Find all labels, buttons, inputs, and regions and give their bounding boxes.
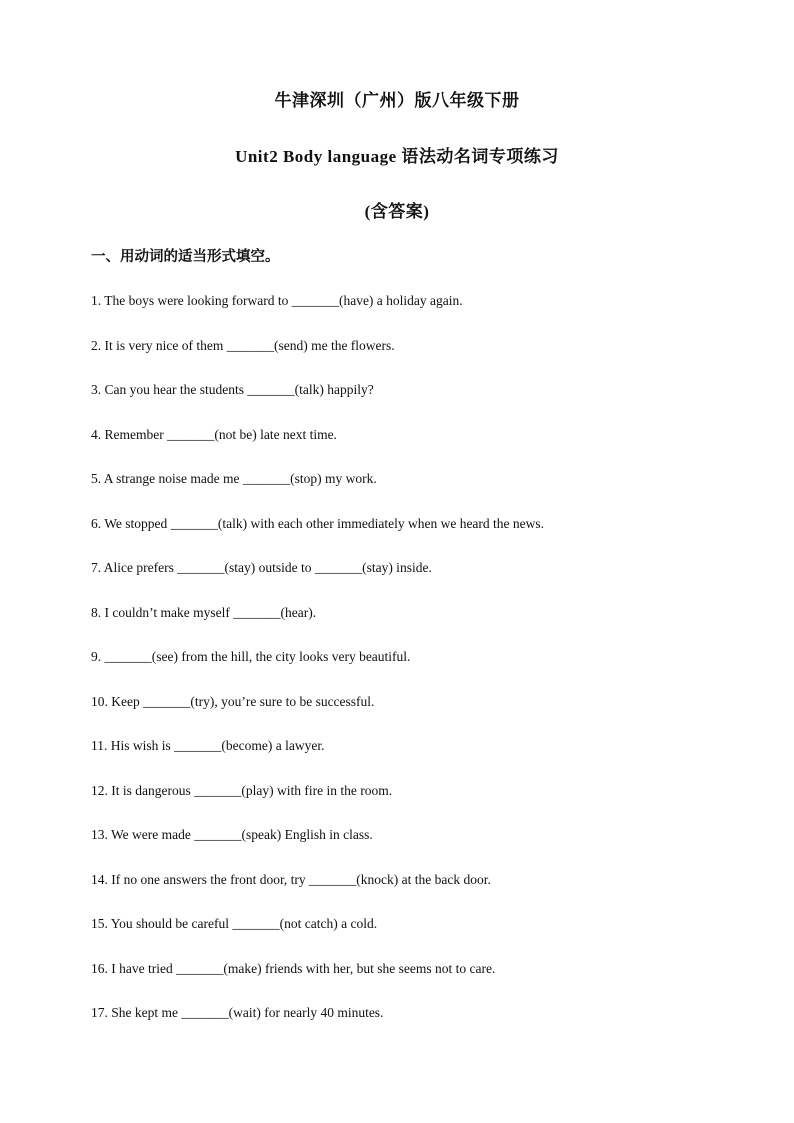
question-item: 15. You should be careful _______(not catch) a cold. <box>91 916 378 931</box>
question-item: 3. Can you hear the students _______(talk) happily? <box>91 382 374 397</box>
question-item: 14. If no one answers the front door, try _______(knock) at the back door. <box>91 871 491 887</box>
document-subtitle: Unit2 Body language 语法动名词专项练习 <box>235 147 559 166</box>
question-item: 6. We stopped _______(talk) with each other immediately when we heard the news. <box>91 515 545 531</box>
answer-note: (含答案) <box>364 202 430 221</box>
question-item: 4. Remember _______(not be) late next time. <box>91 426 337 442</box>
question-item: 9. _______(see) from the hill, the city looks very beautiful. <box>91 649 411 664</box>
question-item: 12. It is dangerous _______(play) with fire in the room. <box>91 782 393 798</box>
question-item: 7. Alice prefers _______(stay) outside to _______(stay) inside. <box>91 560 432 575</box>
question-item: 10. Keep _______(try), you’re sure to be successful. <box>91 693 375 709</box>
question-item: 1. The boys were looking forward to _______(have) a holiday again. <box>91 293 463 308</box>
section-heading: 一、用动词的适当形式填空。 <box>91 249 280 265</box>
question-item: 16. I have tried _______(make) friends with her, but she seems not to care. <box>91 960 496 976</box>
question-item: 17. She kept me _______(wait) for nearly 40 minutes. <box>91 1005 384 1020</box>
question-item: 8. I couldn’t make myself _______(hear). <box>91 604 317 620</box>
question-list <box>91 292 741 1049</box>
document-title: 牛津深圳（广州）版八年级下册 <box>274 91 520 110</box>
question-item: 11. His wish is _______(become) a lawyer. <box>91 738 325 753</box>
question-item: 5. A strange noise made me _______(stop) my work. <box>91 471 377 486</box>
question-item: 2. It is very nice of them _______(send) me the flowers. <box>91 337 395 353</box>
question-item: 13. We were made _______(speak) English in class. <box>91 827 373 842</box>
